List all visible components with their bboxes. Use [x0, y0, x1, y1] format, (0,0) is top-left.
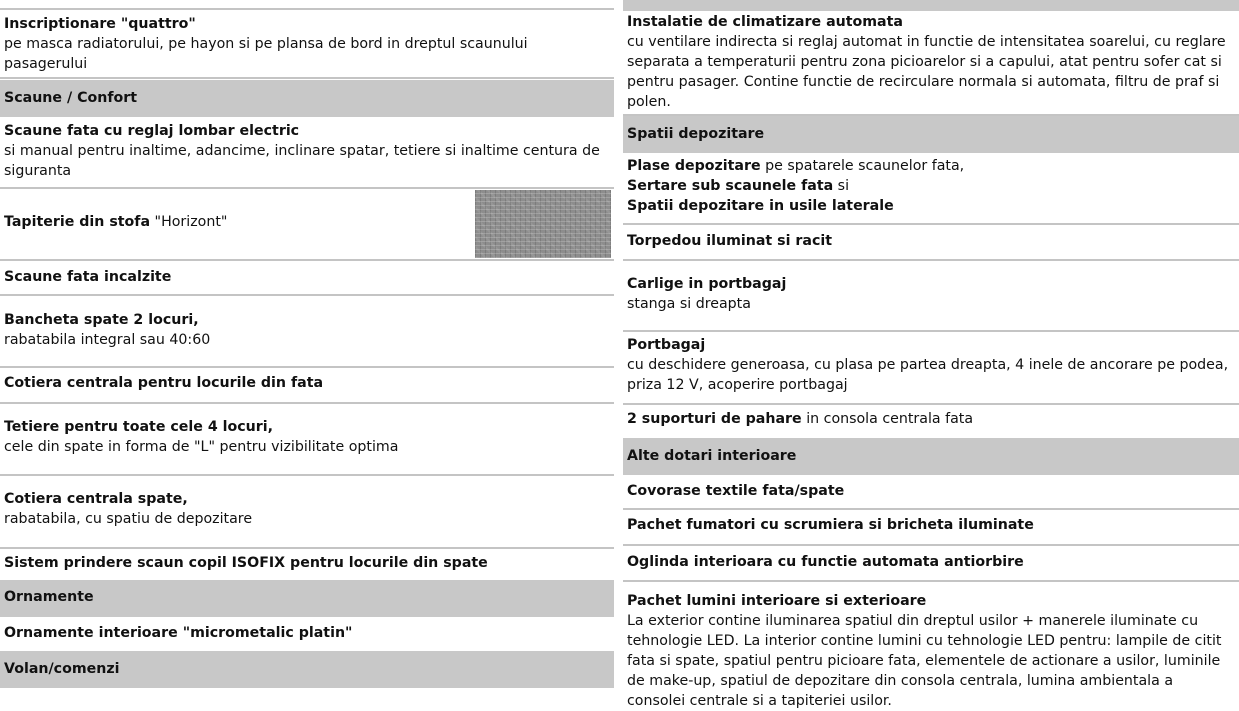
item-title: Instalatie de climatizare automata	[627, 14, 903, 30]
item-description: rabatabila integral sau 40:60	[4, 332, 211, 348]
item-title: Pachet fumatori cu scrumiera si bricheta iluminate	[627, 517, 1034, 533]
spec-item	[0, 476, 614, 549]
spec-item	[623, 475, 1239, 510]
item-title: Oglinda interioara cu functie automata antiorbire	[627, 554, 1024, 570]
item-description: cu deschidere generoasa, cu plasa pe partea dreapta, 4 inele de ancorare pe podea, priza 12 V, acoperire portbagaj	[627, 357, 1229, 393]
section-header	[0, 80, 614, 117]
item-title: Inscriptionare "quattro"	[4, 16, 196, 32]
spec-item	[623, 261, 1239, 332]
spec-item	[623, 405, 1239, 438]
item-title: Portbagaj	[627, 337, 706, 353]
item-line	[627, 409, 973, 429]
item-description: cele din spate in forma de "L" pentru vizibilitate optima	[4, 439, 399, 455]
item-title: Tetiere pentru toate cele 4 locuri,	[4, 419, 274, 435]
item-title: Spatii depozitare in usile laterale	[627, 198, 894, 214]
item-title: Pachet lumini interioare si exterioare	[627, 593, 927, 609]
section-title: Spatii depozitare	[627, 126, 765, 142]
spec-item	[0, 549, 614, 580]
item-description: si manual pentru inaltime, adancime, inclinare spatar, tetiere si inaltime centura de siguranta	[4, 143, 600, 179]
item-description: si	[833, 178, 850, 194]
section-title: Scaune / Confort	[4, 90, 138, 106]
spec-item	[0, 617, 614, 651]
item-description: pe masca radiatorului, pe hayon si pe plansa de bord in dreptul scaunului pasagerului	[4, 36, 528, 72]
section-header	[623, 116, 1239, 153]
item-title: Bancheta spate 2 locuri,	[4, 312, 199, 328]
section-header	[623, 438, 1239, 475]
spec-item	[0, 0, 614, 10]
item-title: Sistem prindere scaun copil ISOFIX pentru locurile din spate	[4, 555, 488, 571]
section-title: Volan/comenzi	[4, 661, 120, 677]
item-description: pe spatarele scaunelor fata,	[760, 158, 965, 174]
spec-item	[623, 582, 1239, 709]
spec-item	[623, 510, 1239, 546]
item-title: Torpedou iluminat si racit	[627, 233, 832, 249]
upholstery-swatch-image	[475, 190, 611, 258]
spec-item	[0, 296, 614, 368]
spec-item	[623, 332, 1239, 405]
item-description: rabatabila, cu spatiu de depozitare	[4, 511, 253, 527]
item-description: in consola centrala fata	[801, 411, 974, 427]
item-title: Scaune fata incalzite	[4, 269, 172, 285]
item-description: La exterior contine iluminarea spatiul din dreptul usilor + manerele iluminate cu tehnologie LED. La interior contine lumini cu tehnologie LED pentru: lampile de citit fata si spate, spatiul pentru picioare fata, elementele de actionare a usilor, luminile de make-up, spatiul de depozitare din consola centrala, lumina ambientala a consolei centrale si a tapiteriei usilor.	[627, 613, 1222, 709]
spec-item	[0, 368, 614, 404]
spec-item	[623, 225, 1239, 261]
item-title: Sertare sub scaunele fata	[627, 178, 834, 194]
section-header	[0, 580, 614, 617]
item-title: Tapiterie din stofa	[4, 214, 151, 230]
item-description: stanga si dreapta	[627, 296, 751, 312]
spec-item	[623, 546, 1239, 582]
spec-item	[623, 153, 1239, 225]
spec-item	[0, 404, 614, 476]
item-title: Cotiera centrala pentru locurile din fata	[4, 375, 324, 391]
spec-item	[0, 12, 614, 79]
spec-item	[0, 261, 614, 296]
section-title: Ornamente	[4, 589, 94, 605]
item-title: Covorase textile fata/spate	[627, 483, 845, 499]
section-header	[623, 0, 1239, 11]
section-title: Alte dotari interioare	[627, 448, 797, 464]
item-title: Scaune fata cu reglaj lombar electric	[4, 123, 300, 139]
item-title: Carlige in portbagaj	[627, 276, 787, 292]
item-description: "Horizont"	[150, 214, 228, 230]
item-title: Cotiera centrala spate,	[4, 491, 188, 507]
spec-item	[623, 11, 1239, 116]
item-title: 2 suporturi de pahare	[627, 411, 802, 427]
spec-item	[0, 189, 614, 261]
section-header	[0, 651, 614, 688]
item-line	[627, 176, 1235, 196]
item-title: Plase depozitare	[627, 158, 761, 174]
item-title: Ornamente interioare "micrometalic platin"	[4, 625, 353, 641]
item-description: cu ventilare indirecta si reglaj automat in functie de intensitatea soarelui, cu reglare separata a temperaturii pentru zona picioarelor si a capului, atat pentru sofer cat si pentru pasager. Contine functie de recirculare normala si automata, filtru de praf si polen.	[627, 34, 1226, 110]
item-title-line	[4, 212, 227, 232]
item-line	[627, 156, 1235, 176]
spec-item	[0, 117, 614, 189]
